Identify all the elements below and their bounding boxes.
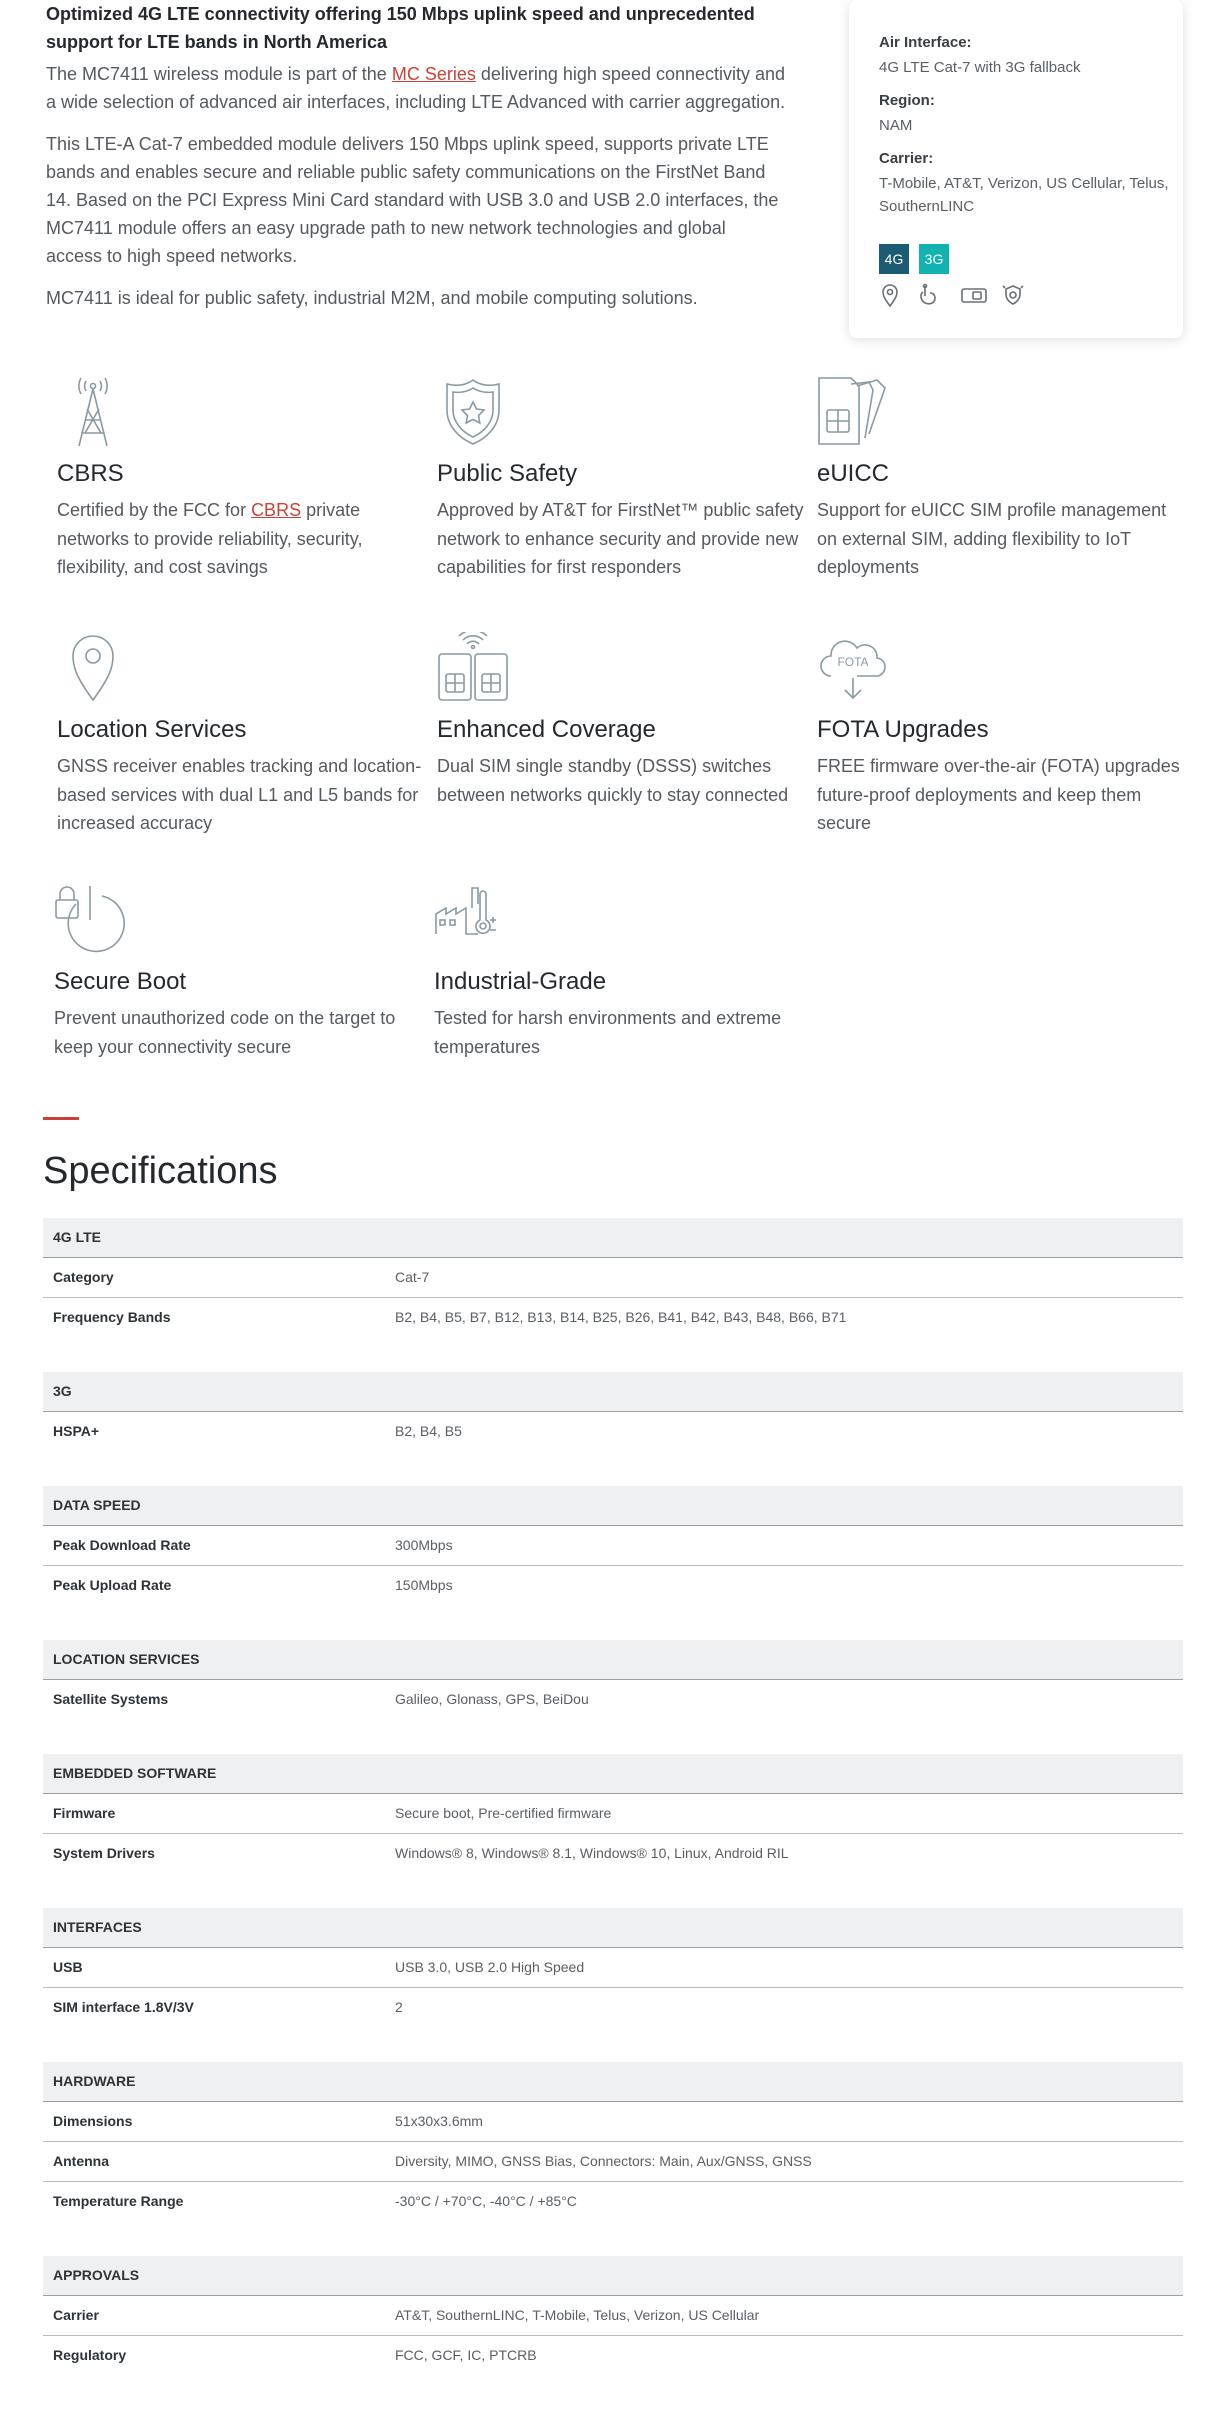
- location-pin-icon: [877, 282, 903, 308]
- spec-value: 150Mbps: [395, 1577, 453, 1593]
- table-row: [43, 2296, 1183, 2336]
- feature-text: Approved by AT&T for FirstNet™ public safety network to enhance security and provide new capabilities for first responders: [437, 500, 804, 577]
- intro-paragraph-1: [46, 60, 786, 116]
- cbrs-link[interactable]: CBRS: [251, 500, 302, 520]
- specifications-title: Specifications: [43, 1150, 278, 1192]
- spec-value: 51x30x3.6mm: [395, 2113, 483, 2129]
- carrier-value: T-Mobile, AT&T, Verizon, US Cellular, Telus, SouthernLINC: [879, 175, 1169, 215]
- police-shield-icon: [437, 376, 509, 448]
- sim-card-icon: [959, 282, 989, 308]
- feature-text: Prevent unauthorized code on the target to keep your connectivity secure: [54, 1008, 396, 1057]
- feature-text: Tested for harsh environments and extreme temperatures: [434, 1008, 782, 1057]
- table-row: [43, 1526, 1183, 1566]
- spec-group-header: EMBEDDED SOFTWARE: [43, 1754, 1183, 1794]
- shield-badge-icon: [1000, 282, 1026, 308]
- feature-title: Secure Boot: [54, 968, 187, 995]
- spec-group-header: 4G LTE: [43, 1218, 1183, 1258]
- feature-text: FREE firmware over-the-air (FOTA) upgrades future-proof deployments and keep them secure: [817, 756, 1180, 833]
- lock-power-icon: [54, 884, 126, 956]
- spec-key: Satellite Systems: [53, 1691, 169, 1707]
- spec-value: 2: [395, 1999, 403, 2015]
- region-value: NAM: [879, 117, 913, 134]
- intro-section: [46, 0, 786, 326]
- table-row: [43, 1412, 1183, 1451]
- spec-value: USB 3.0, USB 2.0 High Speed: [395, 1959, 585, 1975]
- feature-title: Enhanced Coverage: [437, 716, 656, 743]
- feature-text-part: Certified by the FCC for: [57, 500, 252, 520]
- feature-title: Location Services: [57, 716, 247, 743]
- table-row: [43, 2182, 1183, 2221]
- spec-key: SIM interface 1.8V/3V: [53, 1999, 194, 2015]
- spec-key: USB: [53, 1959, 83, 1975]
- spec-group-location-services: [43, 1640, 1183, 1719]
- spec-group-header: INTERFACES: [43, 1908, 1183, 1948]
- table-row: [43, 1948, 1183, 1988]
- spec-key: System Drivers: [53, 1845, 155, 1861]
- spec-key: Peak Upload Rate: [53, 1577, 172, 1593]
- spec-value: B2, B4, B5: [395, 1423, 462, 1439]
- air-interface-label: Air Interface:: [879, 34, 972, 51]
- intro-paragraph-3: MC7411 is ideal for public safety, industrial M2M, and mobile computing solutions.: [46, 288, 698, 308]
- feature-title: Industrial-Grade: [434, 968, 607, 995]
- table-row: [43, 1988, 1183, 2027]
- spec-key: Carrier: [53, 2307, 99, 2323]
- spec-value: Windows® 8, Windows® 8.1, Windows® 10, Linux, Android RIL: [395, 1845, 789, 1861]
- spec-group-data-speed: [43, 1486, 1183, 1605]
- spec-group-header: HARDWARE: [43, 2062, 1183, 2102]
- spec-value: Cat-7: [395, 1269, 430, 1285]
- spec-group-approvals: [43, 2256, 1183, 2375]
- feature-text: Dual SIM single standby (DSSS) switches between networks quickly to stay connected: [437, 756, 789, 805]
- intro-text: The MC7411 wireless module is part of the: [46, 64, 392, 84]
- feature-text-part: private networks to provide reliability, security, flexibility, and cost savings: [57, 500, 363, 577]
- spec-key: Temperature Range: [53, 2193, 184, 2209]
- intro-heading: Optimized 4G LTE connectivity offering 150 Mbps uplink speed and unprecedented support for LTE bands in North America: [46, 4, 755, 52]
- spec-group-embedded-software: [43, 1754, 1183, 1873]
- spec-value: AT&T, SouthernLINC, T-Mobile, Telus, Verizon, US Cellular: [395, 2307, 760, 2323]
- spec-value: 300Mbps: [395, 1537, 453, 1553]
- spec-value: -30°C / +70°C, -40°C / +85°C: [395, 2193, 577, 2209]
- sim-cards-icon: [817, 376, 889, 448]
- feature-title: FOTA Upgrades: [817, 716, 989, 743]
- feature-text: Support for eUICC SIM profile management on external SIM, adding flexibility to IoT deployments: [817, 500, 1167, 577]
- spec-key: Category: [53, 1269, 114, 1285]
- table-row: [43, 1834, 1183, 1873]
- specifications-table: [43, 1218, 1183, 2410]
- spec-key: Peak Download Rate: [53, 1537, 191, 1553]
- mc-series-link[interactable]: MC Series: [391, 64, 476, 84]
- spec-group-3g: [43, 1372, 1183, 1451]
- spec-group-header: 3G: [43, 1372, 1183, 1412]
- section-accent-bar: [43, 1117, 79, 1120]
- region-label: Region:: [879, 92, 935, 109]
- intro-text: delivering high speed connectivity and a wide selection of advanced air interfaces, including LTE Advanced with carrier aggregation.: [46, 64, 786, 112]
- spec-value: Secure boot, Pre-certified firmware: [395, 1805, 612, 1821]
- location-pin-icon: [57, 632, 129, 704]
- table-row: [43, 2102, 1183, 2142]
- spec-group-4g-lte: [43, 1218, 1183, 1337]
- cell-tower-icon: [57, 376, 129, 448]
- spec-key: Antenna: [53, 2153, 109, 2169]
- table-row: [43, 1566, 1183, 1605]
- spec-value: B2, B4, B5, B7, B12, B13, B14, B25, B26, B41, B42, B43, B48, B66, B71: [395, 1309, 847, 1325]
- table-row: [43, 1680, 1183, 1719]
- spec-value: Diversity, MIMO, GNSS Bias, Connectors: Main, Aux/GNSS, GNSS: [395, 2153, 812, 2169]
- table-row: [43, 2142, 1183, 2182]
- feature-text: [57, 496, 427, 582]
- mouse-pointer-icon: [915, 282, 941, 308]
- feature-title: eUICC: [817, 460, 890, 487]
- feature-title: Public Safety: [437, 460, 578, 487]
- spec-key: Frequency Bands: [53, 1309, 171, 1325]
- product-info-card: [849, 0, 1183, 338]
- spec-key: HSPA+: [53, 1423, 100, 1439]
- feature-text: GNSS receiver enables tracking and location-based services with dual L1 and L5 bands for increased accuracy: [57, 756, 422, 833]
- spec-key: Regulatory: [53, 2347, 127, 2363]
- factory-thermometer-icon: [434, 884, 506, 956]
- table-row: [43, 1258, 1183, 1298]
- intro-paragraph-2: This LTE-A Cat-7 embedded module delivers 150 Mbps uplink speed, supports private LTE bands and enables secure and reliable public safety communications on the FirstNet Band 14. Based on the PCI Express Mini Card standard with USB 3.0 and USB 2.0 interfaces, the MC7411 module offers an easy upgrade path to new network technologies and global access to high speed networks.: [46, 134, 779, 266]
- spec-key: Firmware: [53, 1805, 116, 1821]
- spec-group-header: DATA SPEED: [43, 1486, 1183, 1526]
- air-interface-value: 4G LTE Cat-7 with 3G fallback: [879, 59, 1081, 76]
- carrier-label: Carrier:: [879, 150, 934, 167]
- table-row: [43, 1298, 1183, 1337]
- table-row: [43, 2336, 1183, 2375]
- fota-icon-text: FOTA: [837, 655, 869, 669]
- feature-title: CBRS: [57, 460, 124, 487]
- spec-group-header: LOCATION SERVICES: [43, 1640, 1183, 1680]
- spec-key: Dimensions: [53, 2113, 133, 2129]
- spec-group-hardware: [43, 2062, 1183, 2221]
- spec-value: Galileo, Glonass, GPS, BeiDou: [395, 1691, 589, 1707]
- table-row: [43, 1794, 1183, 1834]
- cloud-download-icon: [817, 632, 889, 704]
- badge-3g: 3G: [919, 244, 949, 274]
- dual-sim-icon: [437, 632, 509, 704]
- badge-4g: 4G: [879, 244, 909, 274]
- spec-group-interfaces: [43, 1908, 1183, 2027]
- spec-group-header: APPROVALS: [43, 2256, 1183, 2296]
- spec-value: FCC, GCF, IC, PTCRB: [395, 2347, 537, 2363]
